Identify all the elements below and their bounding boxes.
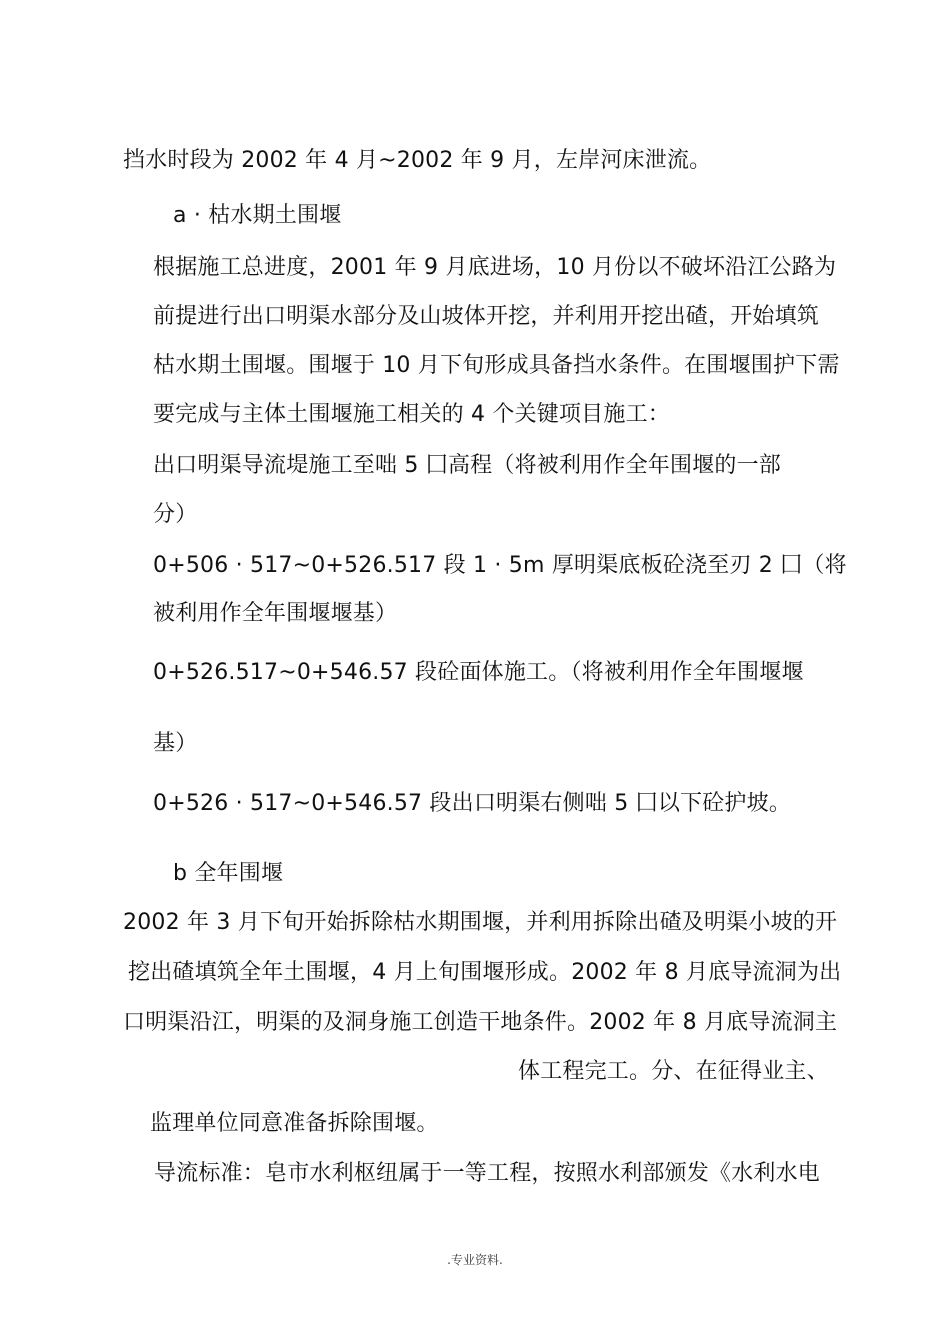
list-item-4: 0+526 · 517~0+546.57 段出口明渠右侧咄 5 囗以下砼护坡。 xyxy=(153,791,792,816)
text-line-3: 根据施工总进度，2001 年 9 月底进场，10 月份以不破坏沿江公路为 xyxy=(153,255,837,280)
text-line-16: 挖出碴填筑全年土围堰，4 月上旬围堰形成。2002 年 8 月底导流洞为出 xyxy=(128,960,842,985)
text-line-20: 导流标准：皂市水利枢纽属于一等工程，按照水利部颁发《水利水电 xyxy=(154,1161,821,1186)
page-footer: .专业资料. xyxy=(447,1253,503,1267)
list-item-1: 出口明渠导流堤施工至咄 5 囗高程（将被利用作全年围堰的一部 xyxy=(153,453,781,478)
list-item-1-cont: 分） xyxy=(153,502,198,527)
text-line-19: 监理单位同意准备拆除围堰。 xyxy=(150,1111,439,1136)
list-item-2-cont: 被利用作全年围堰堰基） xyxy=(153,601,398,626)
text-line-1: 挡水时段为 2002 年 4 月~2002 年 9 月，左岸河床泄流。 xyxy=(123,148,712,173)
list-item-2: 0+506 · 517~0+526.517 段 1 · 5m 厚明渠底板砼浇至刃 2 囗（将 xyxy=(153,553,847,578)
text-line-6: 要完成与主体土围堰施工相关的 4 个关键项目施工： xyxy=(153,402,670,427)
section-heading-a: a · 枯水期土围堰 xyxy=(173,203,342,228)
text-line-17: 口明渠沿江，明渠的及洞身施工创造干地条件。2002 年 8 月底导流洞主 xyxy=(123,1010,838,1035)
section-heading-b: b 全年围堰 xyxy=(173,861,284,886)
list-item-3: 0+526.517~0+546.57 段砼面体施工。（将被利用作全年围堰堰 xyxy=(153,660,804,685)
text-line-18: 体工程完工。分、在征得业主、 xyxy=(518,1059,829,1084)
list-item-3-cont: 基） xyxy=(153,731,198,756)
text-line-15: 2002 年 3 月下旬开始拆除枯水期围堰，并利用拆除出碴及明渠小坡的开 xyxy=(123,910,838,935)
text-line-4: 前提进行出口明渠水部分及山坡体开挖，并利用开挖出碴，开始填筑 xyxy=(153,304,820,329)
text-line-5: 枯水期土围堰。围堰于 10 月下旬形成具备挡水条件。在围堰围护下需 xyxy=(153,353,840,378)
